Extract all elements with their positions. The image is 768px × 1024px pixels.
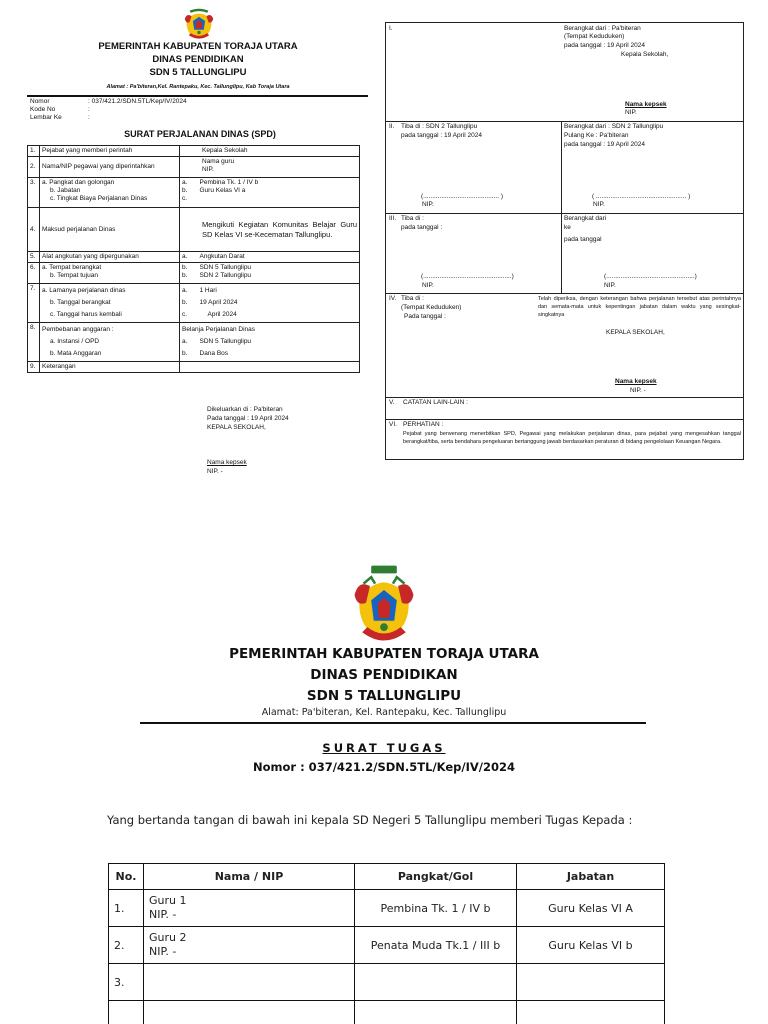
spd-value-line: SDN 5 Tallunglipu	[199, 264, 252, 271]
back-s3-arrive: Tiba di :	[401, 215, 424, 222]
spd-label-line: b. Tanggal berangkat	[50, 299, 111, 306]
spd-row-num: 2.	[28, 157, 40, 178]
back-s2-arrive-date: pada tanggal : 19 April 2024	[401, 132, 482, 139]
spd-label-line: c. Tingkat Biaya Perjalanan Dinas	[50, 195, 148, 202]
spd-lembar-value: :	[88, 114, 90, 121]
back-s4-nip: NIP. -	[630, 387, 646, 394]
tugas-title: SURAT TUGAS	[322, 741, 446, 755]
spd-row-label: Nama/NIP pegawai yang diperintahkan	[40, 157, 180, 178]
back-s6-num: VI.	[389, 421, 397, 428]
spd-row-num: 4.	[28, 208, 40, 252]
spd-row	[28, 208, 360, 252]
back-s3-arrive-date: pada tanggal :	[401, 224, 443, 231]
back-s2-sign-left: (.......................................... )	[421, 193, 503, 200]
spd-row-value	[180, 157, 360, 178]
cell-name	[144, 927, 355, 964]
spd-row-value	[180, 146, 360, 157]
column-header-position: Jabatan	[517, 864, 665, 890]
back-s3-num: III.	[389, 215, 397, 222]
tugas-header-department: DINAS PENDIDIKAN	[310, 667, 458, 683]
tugas-header-address: Alamat: Pa'biteran, Kel. Rantepaku, Kec. Tallunglipu	[261, 707, 507, 718]
back-s2-depart-date: pada tanggal : 19 April 2024	[564, 141, 645, 148]
back-divider	[386, 419, 743, 420]
cell-name	[144, 1001, 355, 1024]
column-header-rank: Pangkat/Gol	[355, 864, 517, 890]
back-s2-depart: Berangkat dari : SDN 2 Tallunglipu	[564, 123, 664, 130]
spd-value-line: 19 April 2024	[199, 299, 238, 306]
table-header-row	[109, 864, 665, 890]
back-s6-label: PERHATIAN :	[403, 421, 444, 428]
back-s5-label: CATATAN LAIN-LAIN :	[403, 399, 468, 406]
cell-no	[109, 1001, 144, 1024]
tugas-header-divider	[140, 722, 646, 724]
spd-issue-date: Pada tanggal : 19 April 2024	[207, 415, 289, 422]
spd-letter: b.	[182, 187, 188, 194]
spd-signer-nip: NIP. -	[207, 468, 223, 475]
back-divider	[386, 213, 743, 214]
spd-value-line: April 2024	[207, 311, 237, 318]
spd-kode-value: :	[88, 106, 90, 113]
spd-row-letters: a.	[180, 252, 198, 263]
spd-label-line: c. Tanggal harus kembali	[50, 311, 122, 318]
regency-emblem-logo-large	[352, 564, 416, 648]
spd-value-line: Guru Kelas VI a	[199, 187, 246, 194]
spd-row-num: 3.	[28, 178, 40, 208]
spd-row-label	[40, 263, 180, 284]
back-s2-nip-left: NIP.	[422, 201, 434, 208]
cell-position: Guru Kelas VI b	[517, 927, 665, 964]
spd-row-label	[40, 178, 180, 208]
back-s3-nip-left: NIP.	[422, 282, 434, 289]
back-s6-text: Pejabat yang berwenang menerbitkan SPD, Pegawai yang melakukan perjalanan dinas, para pejabat yang mengesahkan tanggal berangkat/tiba, serta bendahara pengeluaran bertanggung jawab berdasarkan peraturan di bidang pengelolaan Keuangan Negara.	[403, 431, 741, 445]
spd-back-page	[385, 22, 744, 460]
spd-signer-role: KEPALA SEKOLAH,	[207, 424, 266, 431]
spd-label-line: a. Lamanya perjalanan dinas	[42, 287, 126, 294]
spd-row	[28, 252, 360, 263]
tugas-nomor: Nomor : 037/421.2/SDN.5TL/Kep/IV/2024	[253, 760, 515, 774]
spd-row-num: 6.	[28, 263, 40, 284]
spd-row-label	[40, 284, 180, 323]
cell-position	[517, 1001, 665, 1024]
spd-row	[28, 263, 360, 284]
spd-letter: a.	[182, 338, 188, 345]
spd-row-num: 9.	[28, 362, 40, 373]
spd-row-value	[198, 263, 360, 284]
back-s1-num: I.	[389, 25, 393, 32]
back-s5-num: V.	[389, 399, 395, 406]
spd-row	[28, 284, 360, 323]
spd-letter: a.	[182, 179, 188, 186]
teacher-nip: NIP. -	[149, 908, 177, 921]
back-divider	[386, 121, 743, 122]
spd-lembar-label: Lembar Ke	[30, 114, 62, 121]
spd-nomor-label: Nomor	[30, 98, 50, 105]
spd-nomor-value: : 037/421.2/SDN.5TL/Kep/IV/2024	[88, 98, 187, 105]
tugas-intro: Yang bertanda tangan di bawah ini kepala SD Negeri 5 Tallunglipu memberi Tugas Kepada :	[107, 813, 633, 827]
cell-no: 3.	[109, 964, 144, 1001]
tugas-header-school: SDN 5 TALLUNGLIPU	[306, 688, 462, 704]
spd-letter: b.	[182, 272, 188, 279]
teacher-name: Guru 1	[149, 894, 187, 907]
spd-row-value	[198, 284, 360, 323]
table-row	[109, 927, 665, 964]
assignment-table	[108, 863, 665, 1024]
back-s4-arrive: Tiba di :	[401, 295, 424, 302]
back-s1-place: (Tempat Keduduken)	[564, 33, 625, 40]
back-s1-role: Kepala Sekolah,	[621, 51, 669, 58]
spd-row-label	[40, 323, 180, 362]
spd-letter	[182, 324, 255, 336]
spd-row-label: Maksud perjalanan Dinas	[40, 208, 180, 252]
back-s4-place: (Tempat Keduduken)	[401, 304, 462, 311]
header-department: DINAS PENDIDIKAN	[152, 54, 244, 65]
back-s3-sign-right: (.................................................)	[604, 273, 697, 280]
back-column-divider	[561, 121, 562, 213]
back-divider	[386, 293, 743, 294]
spd-row-num: 5.	[28, 252, 40, 263]
cell-rank	[355, 964, 517, 1001]
spd-letter: c.	[182, 195, 188, 202]
table-row	[109, 964, 665, 1001]
spd-row	[28, 157, 360, 178]
spd-value-line: Kepala Sekolah	[202, 147, 248, 154]
spd-value-line: Pembina Tk. 1 / IV b	[199, 179, 259, 186]
cell-rank: Penata Muda Tk.1 / III b	[355, 927, 517, 964]
back-s4-num: IV.	[389, 295, 397, 302]
back-s1-date: pada tanggal : 19 April 2024	[564, 42, 645, 49]
spd-row-letters	[180, 263, 198, 284]
spd-row-label: Alat angkutan yang dipergunakan	[40, 252, 180, 263]
spd-row-num: 8.	[28, 323, 40, 362]
spd-row-letters	[180, 178, 198, 208]
spd-letter: b.	[182, 299, 188, 306]
header-government: PEMERINTAH KABUPATEN TORAJA UTARA	[98, 41, 298, 52]
spd-value-line: Mengikuti Kegiatan Komunitas Belajar Guru SD Kelas VI se-Kecematan Tallunglipu.	[202, 219, 358, 239]
spd-letter: b.	[182, 350, 188, 357]
back-s2-arrive: Tiba di : SDN 2 Tallunglipu	[401, 123, 478, 130]
column-header-no: No.	[109, 864, 144, 890]
spd-row	[28, 323, 360, 362]
back-s4-role: KEPALA SEKOLAH,	[606, 329, 665, 336]
tugas-header-government: PEMERINTAH KABUPATEN TORAJA UTARA	[229, 646, 539, 662]
spd-value-line: 1 Hari	[199, 287, 217, 294]
header-divider	[27, 95, 368, 97]
spd-label-line: a. Pangkat dan golongan	[42, 179, 115, 186]
teacher-nip: NIP. -	[149, 945, 177, 958]
back-s1-nip: NIP.	[625, 109, 637, 116]
spd-row-value: Angkutan Darat	[198, 252, 360, 263]
cell-rank	[355, 1001, 517, 1024]
back-s4-date: Pada tanggal :	[404, 313, 446, 320]
spd-row-value	[198, 178, 360, 208]
teacher-name: Guru 2	[149, 931, 187, 944]
spd-title: SURAT PERJALANAN DINAS (SPD)	[124, 129, 276, 139]
back-divider	[386, 397, 743, 398]
spd-value-line: SDN 5 Tallunglipu	[199, 338, 252, 345]
cell-name	[144, 890, 355, 927]
back-s4-statement: Telah diperiksa, dengan keterangan bahwa perjalanan tersebut atas perintahnya dan semata-mata untuk kepentingan jabatan dalam waktu yang sesingkat-singkatnya	[538, 296, 741, 318]
back-s3-to: ke	[564, 224, 571, 231]
spd-row-num: 7.	[28, 284, 40, 323]
back-s2-nip-right: NIP.	[593, 201, 605, 208]
spd-label-line: b. Jabatan	[50, 187, 81, 194]
spd-row-label: Keterangan	[40, 362, 180, 373]
back-s3-depart-date: pada tanggal	[564, 236, 602, 243]
spd-letter: a.	[182, 287, 188, 294]
spd-row-num: 1.	[28, 146, 40, 157]
spd-label-line: b. Tempat tujuan	[50, 272, 98, 279]
back-s2-return: Pulang Ke : Pa'biteran	[564, 132, 629, 139]
spd-issued-at: Dikeluarkan di : Pa'biteran	[207, 406, 283, 413]
cell-position	[517, 964, 665, 1001]
spd-table	[27, 145, 360, 373]
spd-value-line: Nama guru	[202, 158, 235, 165]
spd-label-line: b. Mata Anggaran	[50, 350, 102, 357]
spd-label-line: a. Tempat berangkat	[42, 264, 102, 271]
column-header-name: Nama / NIP	[144, 864, 355, 890]
spd-letter: c.	[182, 311, 188, 318]
table-row	[109, 890, 665, 927]
spd-row	[28, 362, 360, 373]
spd-value-line: Dana Bos	[199, 350, 229, 357]
spd-label-line: a. Instansi / OPD	[50, 338, 100, 345]
spd-value-line: Belanja Perjalanan Dinas	[182, 326, 255, 333]
spd-signer-name: Nama kepsek	[207, 459, 247, 466]
back-column-divider	[561, 213, 562, 293]
spd-row	[28, 146, 360, 157]
cell-no: 2.	[109, 927, 144, 964]
back-s4-name: Nama kepsek	[615, 378, 657, 385]
cell-position: Guru Kelas VI A	[517, 890, 665, 927]
header-school: SDN 5 TALLUNGLIPU	[149, 67, 247, 78]
spd-row-value	[180, 362, 360, 373]
spd-row-letters	[180, 284, 198, 323]
spd-value-line: SDN 2 Tallunglipu	[199, 272, 252, 279]
header-address: Alamat : Pa'biteran,Kel. Rantepaku, Kec. Tallunglipu, Kab Toraja Utara	[106, 84, 290, 90]
cell-rank: Pembina Tk. 1 / IV b	[355, 890, 517, 927]
spd-row-value	[180, 208, 360, 252]
back-s1-name: Nama kepsek	[625, 101, 667, 108]
spd-letter: b.	[182, 264, 188, 271]
back-s1-depart: Berangkat dari : Pa'biteran	[564, 25, 641, 32]
back-s2-num: II.	[389, 123, 395, 130]
regency-emblem-logo	[182, 6, 216, 42]
back-s3-sign-left: (.................................................)	[421, 273, 514, 280]
spd-value-line: NIP.	[202, 166, 214, 173]
spd-kode-label: Kode No	[30, 106, 56, 113]
back-s2-sign-right: ( .................................................. )	[592, 193, 691, 200]
spd-row	[28, 178, 360, 208]
spd-label-line: Pembebanan anggaran :	[42, 326, 114, 333]
cell-name	[144, 964, 355, 1001]
cell-no: 1.	[109, 890, 144, 927]
back-s3-nip-right: NIP.	[604, 282, 616, 289]
spd-row-label: Pejabat yang memberi perintah	[40, 146, 180, 157]
table-row	[109, 1001, 665, 1024]
back-s3-depart: Berangkat dari	[564, 215, 607, 222]
